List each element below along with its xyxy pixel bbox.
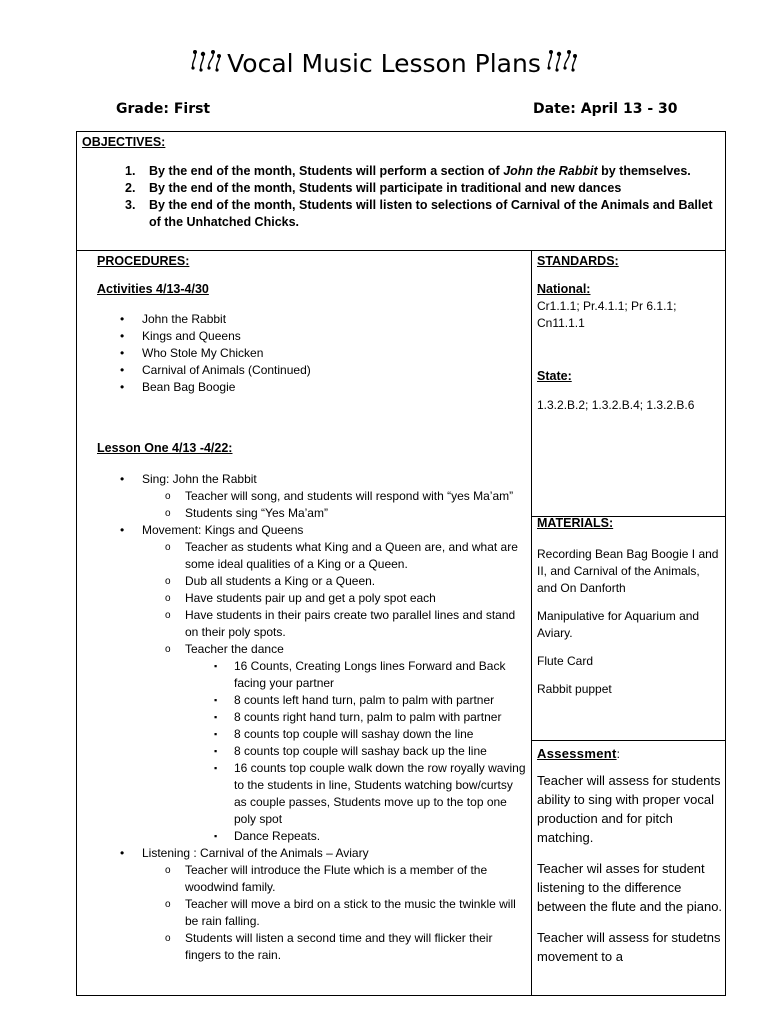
bullet-icon: • (120, 329, 125, 343)
activity-text: Who Stole My Chicken (142, 346, 264, 360)
assessment-block (537, 745, 723, 978)
lesson-table (76, 251, 726, 996)
activity-text: Kings and Queens (142, 329, 241, 343)
lesson-item (214, 726, 527, 743)
lesson-text: Have students in their pairs create two parallel lines and stand on their poly spots. (185, 608, 516, 639)
activities-heading: Activities 4/13-4/30 (97, 282, 209, 296)
lesson-text: 8 counts right hand turn, palm to palm with partner (234, 710, 502, 724)
activity-item (120, 362, 522, 379)
activity-text: John the Rabbit (142, 312, 227, 326)
objective-text: By the end of the month, Students will listen to selections of Carnival of the Animals and Ballet of the Unhatched Chicks. (149, 198, 713, 229)
procedures-heading: PROCEDURES: (97, 254, 190, 268)
square-bullet-icon: ▪ (214, 729, 218, 739)
bullet-icon: • (120, 380, 125, 394)
objective-number: 2. (125, 181, 136, 195)
bullet-icon: • (120, 363, 125, 377)
objectives-heading: OBJECTIVES: (82, 135, 166, 149)
music-notes-icon (545, 48, 579, 80)
objectives-box (76, 131, 726, 251)
lesson-text: Teacher will introduce the Flute which is a member of the woodwind family. (185, 863, 488, 894)
lesson-text: Teacher the dance (185, 642, 284, 656)
activity-item (120, 328, 522, 345)
square-bullet-icon: ▪ (214, 746, 218, 756)
date-label: Date: April 13 - 30 (533, 101, 678, 117)
objective-number: 3. (125, 198, 136, 212)
lesson-item (165, 930, 527, 964)
lesson-text: 8 counts top couple will sashay back up the line (234, 744, 487, 758)
bullet-icon: • (120, 472, 125, 486)
lesson-item (165, 539, 527, 573)
standards-block (537, 253, 723, 414)
circle-bullet-icon: o (165, 933, 171, 944)
material-item: Manipulative for Aquarium and Aviary. (537, 609, 700, 640)
lesson-text: 8 counts left hand turn, palm to palm with partner (234, 693, 495, 707)
row-divider (531, 740, 726, 741)
lesson-text: Teacher will song, and students will respond with “yes Ma’am” (185, 489, 514, 503)
square-bullet-icon: ▪ (214, 661, 218, 671)
lesson-item (120, 845, 527, 862)
objective-text: By the end of the month, Students will perform a section of (149, 164, 504, 178)
lesson-text: 16 Counts, Creating Longs lines Forward and Back facing your partner (234, 659, 506, 690)
objective-text: By the end of the month, Students will participate in traditional and new dances (149, 181, 622, 195)
lesson-list (120, 471, 527, 964)
material-item: Recording Bean Bag Boogie I and II, and Carnival of the Animals, and On Danforth (537, 547, 719, 595)
materials-heading: MATERIALS: (537, 516, 614, 530)
circle-bullet-icon: o (165, 644, 171, 655)
lesson-item (214, 828, 527, 845)
lesson-text: Have students pair up and get a poly spot each (185, 591, 436, 605)
lesson-text: Students will listen a second time and they will flicker their fingers to the rain. (185, 931, 493, 962)
activity-item (120, 379, 522, 396)
lesson-item (165, 896, 527, 930)
bullet-icon: • (120, 312, 125, 326)
national-standards: Cr1.1.1; Pr.4.1.1; Pr 6.1.1; Cn11.1.1 (537, 299, 677, 330)
square-bullet-icon: ▪ (214, 712, 218, 722)
circle-bullet-icon: o (165, 610, 171, 621)
lesson-text: Movement: Kings and Queens (142, 523, 304, 537)
bullet-icon: • (120, 846, 125, 860)
lesson-item (165, 573, 527, 590)
assessment-colon: : (616, 747, 620, 761)
activities-list (120, 311, 522, 396)
materials-block (537, 515, 723, 709)
square-bullet-icon: ▪ (214, 763, 218, 773)
lesson-item (214, 709, 527, 726)
square-bullet-icon: ▪ (214, 695, 218, 705)
objectives-list (125, 163, 721, 231)
national-heading: National: (537, 282, 591, 296)
objective-italic-text: John the Rabbit (503, 164, 598, 178)
material-item: Flute Card (537, 654, 594, 668)
objective-text-end: by themselves. (597, 164, 691, 178)
lesson-text: 16 counts top couple walk down the row royally waving to the students in line, Students watching bow/curtsy as couple passes, Students move up to the top one poly spot (234, 761, 526, 826)
lesson-text: 8 counts top couple will sashay down the line (234, 727, 474, 741)
lesson-item (165, 488, 527, 505)
lesson-heading: Lesson One 4/13 -4/22: (97, 441, 233, 455)
bullet-icon: • (120, 523, 125, 537)
circle-bullet-icon: o (165, 865, 171, 876)
lesson-text: Dub all students a King or a Queen. (185, 574, 376, 588)
state-heading: State: (537, 369, 572, 383)
lesson-item (165, 505, 527, 522)
lesson-text: Students sing “Yes Ma’am” (185, 506, 328, 520)
lesson-item (214, 760, 527, 828)
activity-item (120, 345, 522, 362)
assessment-item: Teacher wil asses for student listening to the difference between the flute and the piano. (537, 861, 723, 914)
lesson-text: Listening : Carnival of the Animals – Aviary (142, 846, 369, 860)
grade-label: Grade: First (116, 101, 211, 117)
bullet-icon: • (120, 346, 125, 360)
lesson-item (165, 641, 527, 658)
lesson-text: Dance Repeats. (234, 829, 321, 843)
assessment-item: Teacher will assess for studetns movement to a (537, 930, 721, 964)
lesson-text: Sing: John the Rabbit (142, 472, 257, 486)
circle-bullet-icon: o (165, 542, 171, 553)
lesson-item (165, 590, 527, 607)
assessment-item: Teacher will assess for students ability to sing with proper vocal production and for pitch matching. (537, 773, 721, 845)
circle-bullet-icon: o (165, 491, 171, 502)
square-bullet-icon: ▪ (214, 831, 218, 841)
standards-heading: STANDARDS: (537, 254, 619, 268)
objective-item (125, 197, 721, 231)
lesson-item (120, 471, 527, 488)
circle-bullet-icon: o (165, 593, 171, 604)
lesson-item (165, 862, 527, 896)
state-standards: 1.3.2.B.2; 1.3.2.B.4; 1.3.2.B.6 (537, 398, 695, 412)
assessment-heading-line (537, 745, 723, 763)
lesson-item (165, 607, 527, 641)
lesson-text: Teacher as students what King and a Queen are, and what are some ideal qualities of a King or a Queen. (185, 540, 518, 571)
circle-bullet-icon: o (165, 576, 171, 587)
column-divider (531, 251, 532, 995)
objective-number: 1. (125, 164, 136, 178)
circle-bullet-icon: o (165, 899, 171, 910)
activity-item (120, 311, 522, 328)
circle-bullet-icon: o (165, 508, 171, 519)
objective-item (125, 163, 721, 180)
objective-item (125, 180, 721, 197)
lesson-text: Teacher will move a bird on a stick to the music the twinkle will be rain falling. (185, 897, 516, 928)
document-title (0, 48, 768, 80)
material-item: Rabbit puppet (537, 682, 612, 696)
activity-text: Bean Bag Boogie (142, 380, 236, 394)
lesson-item (214, 658, 527, 692)
lesson-item (214, 692, 527, 709)
lesson-item (120, 522, 527, 539)
assessment-heading: Assessment (537, 746, 617, 761)
lesson-item (214, 743, 527, 760)
title-text: Vocal Music Lesson Plans (227, 49, 541, 78)
activity-text: Carnival of Animals (Continued) (142, 363, 311, 377)
music-notes-icon (189, 48, 223, 80)
